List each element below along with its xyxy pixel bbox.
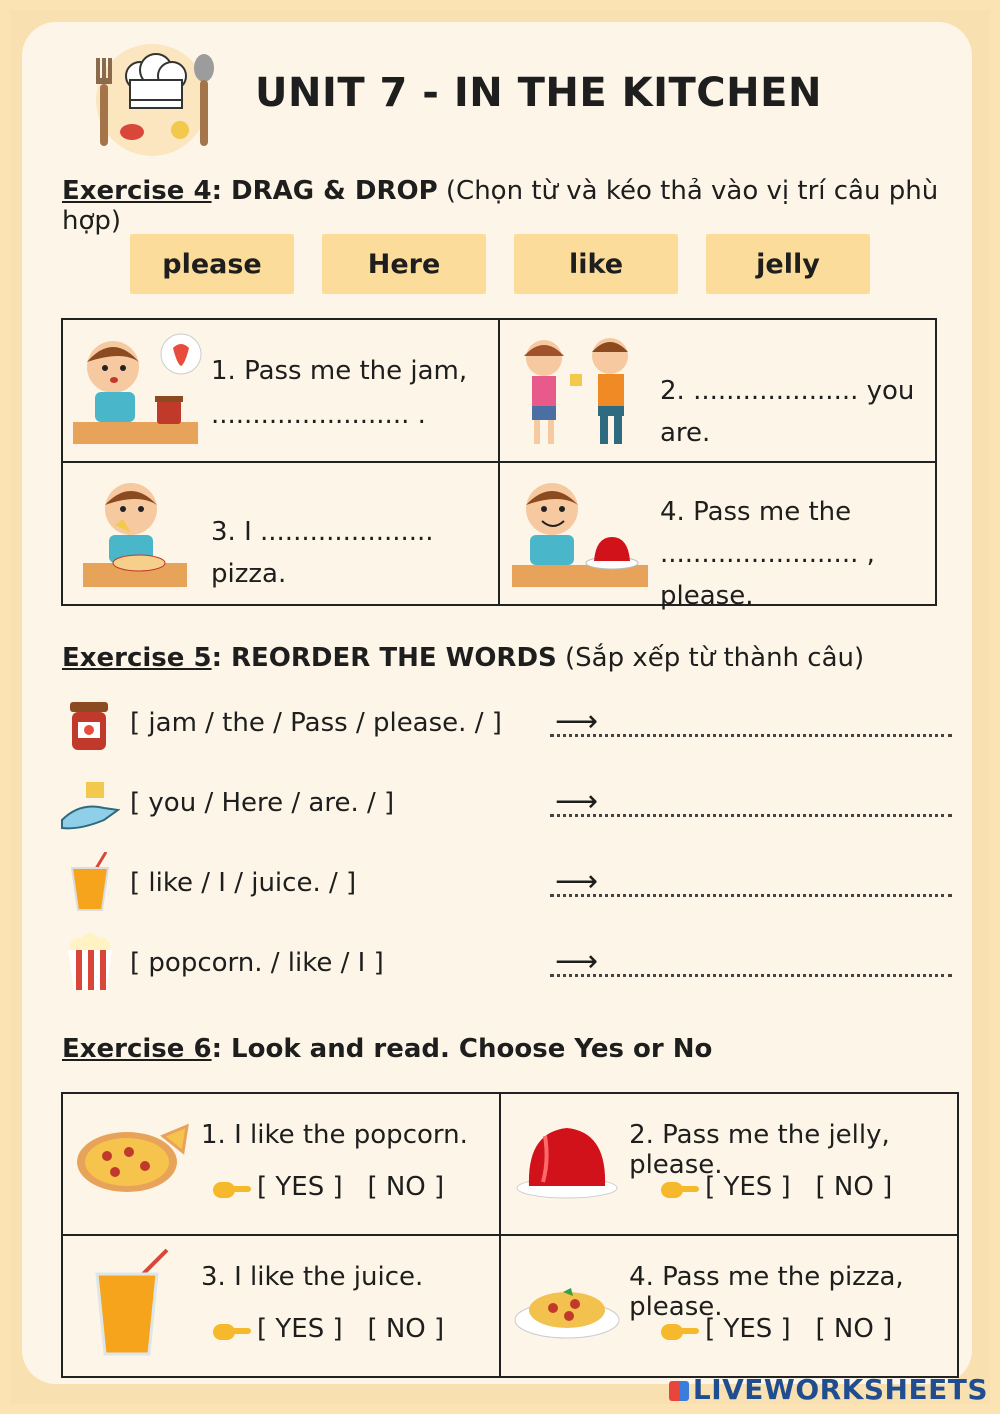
exercise6-options-1 [213, 1172, 444, 1202]
reorder-answer-4[interactable] [550, 974, 952, 977]
exercise5-title: : REORDER THE WORDS [211, 643, 557, 673]
kids-sharing-icon [514, 334, 644, 449]
hand-giving-icon [60, 780, 120, 834]
word-chip-jelly[interactable]: jelly [706, 234, 870, 294]
liveworksheets-logo [669, 1373, 988, 1406]
exercise4-item3-line1[interactable]: 3. I ..................... pizza. [211, 517, 434, 589]
pointing-hand-icon [213, 1178, 251, 1198]
exercise6-options-4 [661, 1314, 892, 1344]
pointing-hand-icon [661, 1320, 699, 1340]
word-chip-like[interactable]: like [514, 234, 678, 294]
no-option-2[interactable]: [ NO ] [815, 1172, 893, 1202]
exercise6-table [61, 1092, 959, 1378]
exercise6-options-2 [661, 1172, 892, 1202]
yes-option-3[interactable]: [ YES ] [257, 1314, 343, 1344]
exercise4-label: Exercise 4 [62, 176, 212, 206]
arrow-icon: ⟶ [555, 784, 599, 819]
exercise6-cell-4 [500, 1235, 958, 1377]
no-option-1[interactable]: [ NO ] [367, 1172, 445, 1202]
exercise5-instruction: (Sắp xếp từ thành câu) [556, 643, 865, 673]
reorder-row-3 [60, 858, 960, 918]
spaghetti-icon [513, 1268, 623, 1342]
reorder-answer-3[interactable] [550, 894, 952, 897]
jam-jar-icon [66, 698, 112, 754]
exercise4-title: : DRAG & DROP [211, 176, 438, 206]
pointing-hand-icon [661, 1178, 699, 1198]
reorder-answer-1[interactable] [550, 734, 952, 737]
exercise4-item4-line1: 4. Pass me the [660, 497, 852, 527]
reorder-words-2: [ you / Here / are. / ] [130, 788, 395, 818]
exercise4-item2-line1[interactable]: 2. .................... you are. [660, 376, 915, 448]
exercise6-sentence-3: 3. I like the juice. [201, 1262, 424, 1292]
exercise4-item1-blank[interactable]: ........................ . [211, 400, 426, 430]
exercise6-heading [62, 1034, 712, 1064]
exercise6-cell-1 [62, 1093, 500, 1235]
reorder-row-2 [60, 778, 960, 838]
jelly-icon [515, 1116, 619, 1200]
kitchen-logo-icon [82, 40, 222, 160]
reorder-words-1: [ jam / the / Pass / please. / ] [130, 708, 502, 738]
exercise6-cell-3 [62, 1235, 500, 1377]
exercise4-heading [62, 176, 1000, 236]
exercise6-sentence-1: 1. I like the popcorn. [201, 1120, 468, 1150]
arrow-icon: ⟶ [555, 944, 599, 979]
exercise4-item1-line1: 1. Pass me the jam, [211, 356, 468, 386]
pizza-icon [75, 1122, 189, 1196]
boy-eating-pizza-icon [83, 475, 193, 590]
exercise4-cell-1 [62, 319, 499, 462]
yes-option-1[interactable]: [ YES ] [257, 1172, 343, 1202]
boy-jam-icon [73, 332, 203, 447]
reorder-words-3: [ like / I / juice. / ] [130, 868, 357, 898]
exercise4-cell-4 [499, 462, 936, 611]
word-chip-here[interactable]: Here [322, 234, 486, 294]
exercise4-cell-3 [62, 462, 499, 605]
pointing-hand-icon [213, 1320, 251, 1340]
boy-jelly-icon [512, 475, 652, 590]
footer-brand: LIVEWORKSHEETS [692, 1373, 988, 1406]
exercise4-cell-2 [499, 319, 936, 462]
exercise6-sentence-2: 2. Pass me the jelly, please. [629, 1120, 890, 1180]
exercise6-options-3 [213, 1314, 444, 1344]
reorder-answer-2[interactable] [550, 814, 952, 817]
exercise4-instruction: (Chọn từ và kéo thả vào vị trí câu phù hợp) [62, 176, 939, 236]
popcorn-icon [64, 932, 116, 992]
reorder-words-4: [ popcorn. / like / I ] [130, 948, 384, 978]
yes-option-2[interactable]: [ YES ] [705, 1172, 791, 1202]
word-chip-please[interactable]: please [130, 234, 294, 294]
exercise6-cell-2 [500, 1093, 958, 1235]
exercise6-label: Exercise 6 [62, 1034, 212, 1064]
arrow-icon: ⟶ [555, 864, 599, 899]
reorder-row-4 [60, 938, 960, 998]
juice-glass-icon [68, 852, 112, 912]
no-option-4[interactable]: [ NO ] [815, 1314, 893, 1344]
exercise5-label: Exercise 5 [62, 643, 212, 673]
reorder-row-1 [60, 698, 960, 758]
exercise4-table [61, 318, 937, 611]
yes-option-4[interactable]: [ YES ] [705, 1314, 791, 1344]
no-option-3[interactable]: [ NO ] [367, 1314, 445, 1344]
exercise5-heading [62, 643, 864, 673]
page-title: UNIT 7 - IN THE KITCHEN [255, 70, 822, 116]
arrow-icon: ⟶ [555, 704, 599, 739]
liveworksheets-icon [669, 1381, 689, 1401]
juice-glass-icon [93, 1248, 173, 1358]
exercise6-sentence-4: 4. Pass me the pizza, please. [629, 1262, 904, 1322]
exercise4-item4-blank[interactable]: ........................ , please. [660, 539, 875, 611]
exercise6-title: : Look and read. Choose Yes or No [211, 1034, 713, 1064]
